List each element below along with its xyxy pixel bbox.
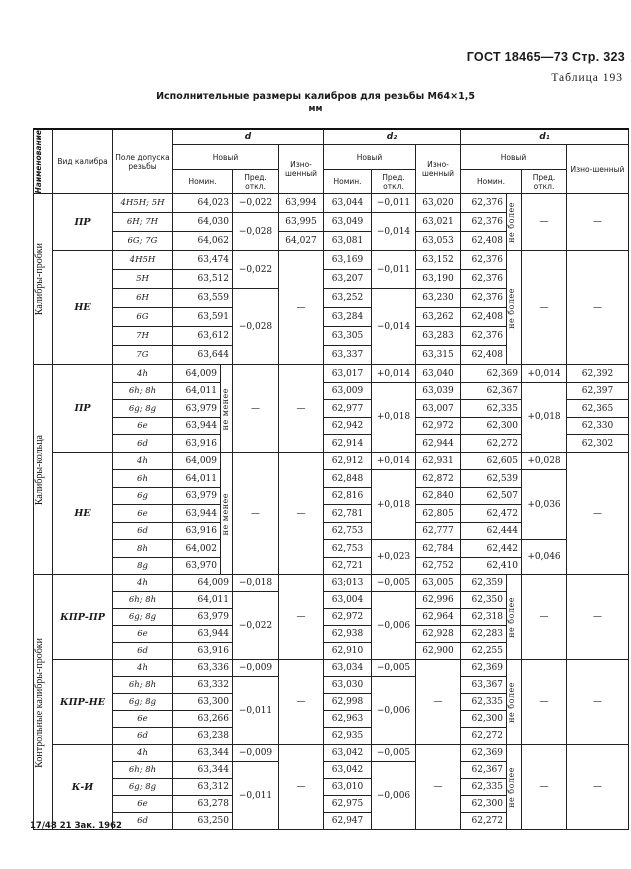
- d-nom-cell: 63,944: [173, 505, 221, 523]
- pole-cell: 6e: [113, 711, 173, 728]
- d-note-text: не менее: [221, 492, 230, 535]
- d1-nom-cell: 62,300: [461, 711, 507, 728]
- d1-nom-cell: 62,472: [461, 505, 522, 523]
- d2-nom-cell: 62,910: [324, 643, 372, 660]
- footer-print-info: 17/48 21 Зак. 1962: [30, 821, 122, 831]
- pole-cell: 4h: [113, 660, 173, 677]
- table-row: [34, 660, 629, 677]
- d1-note-not-more: [507, 660, 522, 745]
- d1-note-text: не более: [507, 682, 516, 723]
- header-d1-new: Новый: [461, 145, 567, 170]
- table-row: [34, 251, 629, 270]
- table-title: Исполнительные размеры калибров для резьбы M64×1,5: [156, 91, 475, 102]
- d-nom-cell: 63,512: [173, 270, 233, 289]
- d1-nom-cell: 62,367: [461, 762, 507, 779]
- page-header-standard: ГОСТ 18465—73 Стр. 323: [466, 50, 625, 64]
- d-nom-cell: 63,300: [173, 694, 233, 711]
- d2-pred-cell: +0,018: [372, 470, 416, 540]
- d-nom-cell: 63,344: [173, 745, 233, 762]
- d2-nom-cell: 62,977: [324, 400, 372, 418]
- d2-pred-cell: −0,011: [372, 251, 416, 289]
- d1-note-not-more: [507, 745, 522, 830]
- d-izn-cell: —: [279, 575, 324, 660]
- d-nom-cell: 63,238: [173, 728, 233, 745]
- header-name: Наименование: [34, 129, 53, 194]
- d2-nom-cell: 63,034: [324, 660, 372, 677]
- d-nom-cell: 63,916: [173, 435, 221, 453]
- gauge-type: НЕ: [53, 452, 113, 575]
- pole-cell: 6G: [113, 308, 173, 327]
- d-izn-cell: —: [279, 452, 324, 575]
- d2-izn-cell: 62,805: [416, 505, 461, 523]
- d2-nom-cell: 62,912: [324, 452, 372, 470]
- d2-nom-cell: 63,030: [324, 677, 372, 694]
- d1-pred-cell: +0,018: [522, 382, 567, 452]
- d1-pred-cell: —: [522, 745, 567, 830]
- d1-nom-cell: 62,444: [461, 522, 522, 540]
- d1-nom-cell: 62,335: [461, 400, 522, 418]
- d1-nom-cell: 62,335: [461, 779, 507, 796]
- d2-pred-cell: −0,014: [372, 213, 416, 251]
- d-note-text: не менее: [221, 387, 230, 430]
- d-nom-cell: 63,266: [173, 711, 233, 728]
- pole-cell: 4h: [113, 745, 173, 762]
- d2-izn-cell: 62,784: [416, 540, 461, 558]
- d2-izn-cell: 63,262: [416, 308, 461, 327]
- d1-izn-cell: 62,397: [567, 382, 629, 400]
- gauge-type: КПР-ПР: [53, 575, 113, 660]
- d1-pred-cell: —: [522, 194, 567, 251]
- header-d1-pred: Пред. откл.: [522, 170, 567, 194]
- d-nom-cell: 63,474: [173, 251, 233, 270]
- pole-cell: 6H: [113, 289, 173, 308]
- d2-izn-cell: 63,283: [416, 327, 461, 346]
- d2-izn-cell: 63,315: [416, 346, 461, 365]
- d1-nom-cell: 62,350: [461, 592, 507, 609]
- table-number: Таблица 193: [551, 72, 623, 84]
- d1-nom-cell: 62,369: [461, 660, 507, 677]
- d1-nom-cell: 62,408: [461, 308, 507, 327]
- d2-pred-cell: −0,011: [372, 194, 416, 213]
- d2-nom-cell: 63,009: [324, 382, 372, 400]
- header-d2-pred: Пред. откл.: [372, 170, 416, 194]
- d2-nom-cell: 62,938: [324, 626, 372, 643]
- d2-nom-cell: 63,337: [324, 346, 372, 365]
- gauge-type: ПР: [53, 194, 113, 251]
- d1-izn-cell: 62,330: [567, 417, 629, 435]
- table-row: [34, 452, 629, 470]
- d1-nom-cell: 62,539: [461, 470, 522, 488]
- d2-izn-cell: 63,007: [416, 400, 461, 418]
- d2-izn-cell: 63,190: [416, 270, 461, 289]
- pole-cell: 6e: [113, 796, 173, 813]
- header-d-new: Новый: [173, 145, 279, 170]
- d-nom-cell: 64,023: [173, 194, 233, 213]
- d-pred-cell: −0,022: [233, 592, 279, 660]
- d2-nom-cell: 62,753: [324, 522, 372, 540]
- d-nom-cell: 63,916: [173, 643, 233, 660]
- d1-nom-cell: 62,605: [461, 452, 522, 470]
- d2-nom-cell: 63,044: [324, 194, 372, 213]
- d1-nom-cell: 62,376: [461, 213, 507, 232]
- d1-pred-cell: —: [522, 251, 567, 365]
- d2-nom-cell: 62,972: [324, 609, 372, 626]
- pole-cell: 7G: [113, 346, 173, 365]
- table-unit: мм: [308, 104, 323, 114]
- d1-nom-cell: 62,507: [461, 487, 522, 505]
- d1-pred-cell: —: [522, 660, 567, 745]
- d-pred-cell: —: [233, 365, 279, 453]
- d2-izn-cell: —: [416, 660, 461, 745]
- header-d: d: [173, 129, 324, 145]
- d1-izn-cell: —: [567, 452, 629, 575]
- pole-cell: 6d: [113, 813, 173, 830]
- d2-nom-cell: 62,942: [324, 417, 372, 435]
- d1-nom-cell: 62,255: [461, 643, 507, 660]
- d1-nom-cell: 62,300: [461, 796, 507, 813]
- d-nom-cell: 63,979: [173, 487, 221, 505]
- d-nom-cell: 63,591: [173, 308, 233, 327]
- header-pole: Поле допуска резьбы: [113, 129, 173, 194]
- d-pred-cell: −0,011: [233, 677, 279, 745]
- d2-izn-cell: 63,020: [416, 194, 461, 213]
- table-row: [34, 382, 629, 400]
- d2-nom-cell: 63,010: [324, 779, 372, 796]
- d1-pred-cell: +0,014: [522, 365, 567, 383]
- section-label-text: Калибры-кольца: [34, 434, 45, 506]
- d-pred-cell: −0,009: [233, 745, 279, 762]
- d-izn-cell: —: [279, 660, 324, 745]
- section-label-text: Контрольные калибры-пробки: [34, 637, 45, 768]
- d1-nom-cell: 62,369: [461, 365, 522, 383]
- d2-nom-cell: 63,004: [324, 592, 372, 609]
- d2-nom-cell: 62,848: [324, 470, 372, 488]
- pole-cell: 6d: [113, 435, 173, 453]
- d2-izn-cell: 62,872: [416, 470, 461, 488]
- d1-nom-cell: 62,410: [461, 557, 522, 575]
- pole-cell: 6g: [113, 487, 173, 505]
- d-nom-cell: 63,278: [173, 796, 233, 813]
- d1-nom-cell: 63,367: [461, 677, 507, 694]
- d-nom-cell: 63,559: [173, 289, 233, 308]
- d-nom-cell: 64,009: [173, 452, 221, 470]
- d1-note-text: не более: [507, 767, 516, 808]
- d-nom-cell: 63,312: [173, 779, 233, 796]
- d1-pred-cell: +0,028: [522, 452, 567, 470]
- header-d2-worn: Изно-шенный: [416, 145, 461, 194]
- d-nom-cell: 64,011: [173, 592, 233, 609]
- gauge-type: НЕ: [53, 251, 113, 365]
- d1-izn-cell: —: [567, 251, 629, 365]
- d2-nom-cell: 63,305: [324, 327, 372, 346]
- pole-cell: 6d: [113, 643, 173, 660]
- d-nom-cell: 63,944: [173, 417, 221, 435]
- d2-nom-cell: 62,816: [324, 487, 372, 505]
- d1-nom-cell: 62,376: [461, 251, 507, 270]
- d-note-not-less: [221, 452, 233, 575]
- d2-izn-cell: 63,040: [416, 365, 461, 383]
- pole-cell: 6e: [113, 417, 173, 435]
- d-nom-cell: 63,979: [173, 400, 221, 418]
- pole-cell: 8g: [113, 557, 173, 575]
- d-nom-cell: 63,336: [173, 660, 233, 677]
- header-d1-worn: Изно-шенный: [567, 145, 629, 194]
- d2-nom-cell: 63,081: [324, 232, 372, 251]
- d1-note-not-more: [507, 251, 522, 365]
- d1-nom-cell: 62,408: [461, 346, 507, 365]
- d2-izn-cell: 62,928: [416, 626, 461, 643]
- table-row: [34, 194, 629, 213]
- d1-note-text: не более: [507, 597, 516, 638]
- d1-note-not-more: [507, 194, 522, 251]
- d-pred-cell: −0,028: [233, 289, 279, 365]
- header-d-pred: Пред. откл.: [233, 170, 279, 194]
- pole-cell: 6h; 8h: [113, 677, 173, 694]
- d-pred-cell: −0,022: [233, 251, 279, 289]
- d1-note-not-more: [507, 575, 522, 660]
- pole-cell: 6h; 8h: [113, 762, 173, 779]
- d1-nom-cell: 62,369: [461, 745, 507, 762]
- header-d1: d₁: [461, 129, 629, 145]
- d1-izn-cell: —: [567, 575, 629, 660]
- pole-cell: 4h: [113, 365, 173, 383]
- d-pred-cell: −0,028: [233, 213, 279, 251]
- pole-cell: 6e: [113, 505, 173, 523]
- d2-nom-cell: 62,963: [324, 711, 372, 728]
- pole-cell: 4H5H: [113, 251, 173, 270]
- table-row: [34, 470, 629, 488]
- d2-nom-cell: 63;013: [324, 575, 372, 592]
- d1-nom-cell: 62,300: [461, 417, 522, 435]
- d1-nom-cell: 62,376: [461, 194, 507, 213]
- pole-cell: 6e: [113, 626, 173, 643]
- d1-izn-cell: —: [567, 194, 629, 251]
- d2-pred-cell: +0,018: [372, 382, 416, 452]
- pole-cell: 4h: [113, 452, 173, 470]
- d-nom-cell: 63,944: [173, 626, 233, 643]
- pole-cell: 6G; 7G: [113, 232, 173, 251]
- d1-nom-cell: 62,376: [461, 289, 507, 308]
- d2-izn-cell: 62,964: [416, 609, 461, 626]
- d2-izn-cell: 63,021: [416, 213, 461, 232]
- header-d1-nom: Номин.: [461, 170, 522, 194]
- d-pred-cell: −0,009: [233, 660, 279, 677]
- d2-nom-cell: 62,781: [324, 505, 372, 523]
- table-row: [34, 365, 629, 383]
- d1-nom-cell: 62,272: [461, 813, 507, 830]
- pole-cell: 5H: [113, 270, 173, 289]
- d2-izn-cell: 62,840: [416, 487, 461, 505]
- d1-nom-cell: 62,408: [461, 232, 507, 251]
- d1-izn-cell: —: [567, 660, 629, 745]
- d-nom-cell: 63,344: [173, 762, 233, 779]
- d1-nom-cell: 62,376: [461, 270, 507, 289]
- d1-nom-cell: 62,272: [461, 435, 522, 453]
- header-d-nom: Номин.: [173, 170, 233, 194]
- section-label-text: Калибры-пробки: [34, 243, 45, 316]
- d-nom-cell: 64,009: [173, 365, 221, 383]
- d2-izn-cell: —: [416, 745, 461, 830]
- d-pred-cell: −0,022: [233, 194, 279, 213]
- d1-note-text: не более: [507, 202, 516, 243]
- d2-nom-cell: 63,017: [324, 365, 372, 383]
- d1-pred-cell: +0,036: [522, 470, 567, 540]
- d2-izn-cell: 62,996: [416, 592, 461, 609]
- d2-izn-cell: 62,931: [416, 452, 461, 470]
- pole-cell: 6g; 8g: [113, 400, 173, 418]
- gauge-type: К-И: [53, 745, 113, 830]
- pole-cell: 4h: [113, 575, 173, 592]
- d2-izn-cell: 62,752: [416, 557, 461, 575]
- d2-izn-cell: 63,230: [416, 289, 461, 308]
- d2-pred-cell: −0,014: [372, 289, 416, 365]
- d1-nom-cell: 62,318: [461, 609, 507, 626]
- d2-pred-cell: +0,014: [372, 452, 416, 470]
- header-d2-new: Новый: [324, 145, 416, 170]
- pole-cell: 6H; 7H: [113, 213, 173, 232]
- d-nom-cell: 63,612: [173, 327, 233, 346]
- pole-cell: 8h: [113, 540, 173, 558]
- d-nom-cell: 63,644: [173, 346, 233, 365]
- d-nom-cell: 63,332: [173, 677, 233, 694]
- gauge-dimensions-table: [33, 128, 629, 830]
- d1-izn-cell: 62,392: [567, 365, 629, 383]
- d2-nom-cell: 63,042: [324, 745, 372, 762]
- table-row: [34, 745, 629, 762]
- header-d2: d₂: [324, 129, 461, 145]
- pole-cell: 6g; 8g: [113, 694, 173, 711]
- d2-nom-cell: 62,947: [324, 813, 372, 830]
- d2-nom-cell: 62,935: [324, 728, 372, 745]
- d2-nom-cell: 63,284: [324, 308, 372, 327]
- d-izn-cell: —: [279, 365, 324, 453]
- section-label: [34, 194, 53, 365]
- d2-pred-cell: −0,006: [372, 677, 416, 745]
- pole-cell: 6h; 8h: [113, 592, 173, 609]
- d2-izn-cell: 63,053: [416, 232, 461, 251]
- d-izn-cell: 63,994: [279, 194, 324, 213]
- gauge-type: ПР: [53, 365, 113, 453]
- pole-cell: 6g; 8g: [113, 609, 173, 626]
- d2-izn-cell: 62,777: [416, 522, 461, 540]
- d-nom-cell: 63,916: [173, 522, 221, 540]
- d1-nom-cell: 62,335: [461, 694, 507, 711]
- d2-nom-cell: 63,252: [324, 289, 372, 308]
- d2-nom-cell: 62,914: [324, 435, 372, 453]
- pole-cell: 6d: [113, 522, 173, 540]
- d-nom-cell: 63,970: [173, 557, 221, 575]
- d-pred-cell: −0,018: [233, 575, 279, 592]
- d-nom-cell: 64,011: [173, 382, 221, 400]
- d1-nom-cell: 62,442: [461, 540, 522, 558]
- table-row: [34, 540, 629, 558]
- d1-nom-cell: 62,359: [461, 575, 507, 592]
- d-nom-cell: 63,250: [173, 813, 233, 830]
- d2-izn-cell: 62,944: [416, 435, 461, 453]
- d2-izn-cell: 62,972: [416, 417, 461, 435]
- d1-izn-cell: —: [567, 745, 629, 830]
- d-izn-cell: 63,995: [279, 213, 324, 232]
- d1-izn-cell: 62,302: [567, 435, 629, 453]
- gauge-type: КПР-НЕ: [53, 660, 113, 745]
- d1-pred-cell: +0,046: [522, 540, 567, 575]
- d1-note-text: не более: [507, 287, 516, 329]
- d-note-not-less: [221, 365, 233, 453]
- d-pred-cell: −0,011: [233, 762, 279, 830]
- d-nom-cell: 63,979: [173, 609, 233, 626]
- d1-pred-cell: —: [522, 575, 567, 660]
- d2-nom-cell: 63,042: [324, 762, 372, 779]
- d2-pred-cell: −0,005: [372, 660, 416, 677]
- d2-pred-cell: −0,006: [372, 592, 416, 660]
- d-nom-cell: 64,030: [173, 213, 233, 232]
- d2-izn-cell: 63,152: [416, 251, 461, 270]
- d1-nom-cell: 62,283: [461, 626, 507, 643]
- d2-pred-cell: +0,014: [372, 365, 416, 383]
- d-pred-cell: —: [233, 452, 279, 575]
- pole-cell: 6h: [113, 470, 173, 488]
- d-izn-cell: —: [279, 745, 324, 830]
- d1-nom-cell: 62,272: [461, 728, 507, 745]
- d2-izn-cell: 63,039: [416, 382, 461, 400]
- header-d-worn: Изно-шенный: [279, 145, 324, 194]
- d-izn-cell: 64,027: [279, 232, 324, 251]
- d-nom-cell: 64,062: [173, 232, 233, 251]
- d2-nom-cell: 62,998: [324, 694, 372, 711]
- header-vid: Вид калибра: [53, 129, 113, 194]
- d-nom-cell: 64,011: [173, 470, 221, 488]
- d-izn-cell: —: [279, 251, 324, 365]
- d2-nom-cell: 62,975: [324, 796, 372, 813]
- d2-pred-cell: −0,006: [372, 762, 416, 830]
- d2-pred-cell: −0,005: [372, 575, 416, 592]
- d2-nom-cell: 62,721: [324, 557, 372, 575]
- d-nom-cell: 64,009: [173, 575, 233, 592]
- d2-pred-cell: +0,023: [372, 540, 416, 575]
- d2-pred-cell: −0,005: [372, 745, 416, 762]
- d-nom-cell: 64,002: [173, 540, 221, 558]
- pole-cell: 4H5H; 5H: [113, 194, 173, 213]
- section-label: [34, 575, 53, 830]
- pole-cell: 6d: [113, 728, 173, 745]
- pole-cell: 6h; 8h: [113, 382, 173, 400]
- d1-izn-cell: 62,365: [567, 400, 629, 418]
- table-row: [34, 575, 629, 592]
- table-body: [34, 194, 629, 830]
- d2-nom-cell: 63,207: [324, 270, 372, 289]
- d2-nom-cell: 62,753: [324, 540, 372, 558]
- pole-cell: 7H: [113, 327, 173, 346]
- d2-izn-cell: 63,005: [416, 575, 461, 592]
- section-label: [34, 365, 53, 575]
- d1-nom-cell: 62,376: [461, 327, 507, 346]
- header-d2-nom: Номин.: [324, 170, 372, 194]
- d1-nom-cell: 62,367: [461, 382, 522, 400]
- d2-nom-cell: 63,169: [324, 251, 372, 270]
- pole-cell: 6g; 8g: [113, 779, 173, 796]
- d2-izn-cell: 62,900: [416, 643, 461, 660]
- d2-nom-cell: 63,049: [324, 213, 372, 232]
